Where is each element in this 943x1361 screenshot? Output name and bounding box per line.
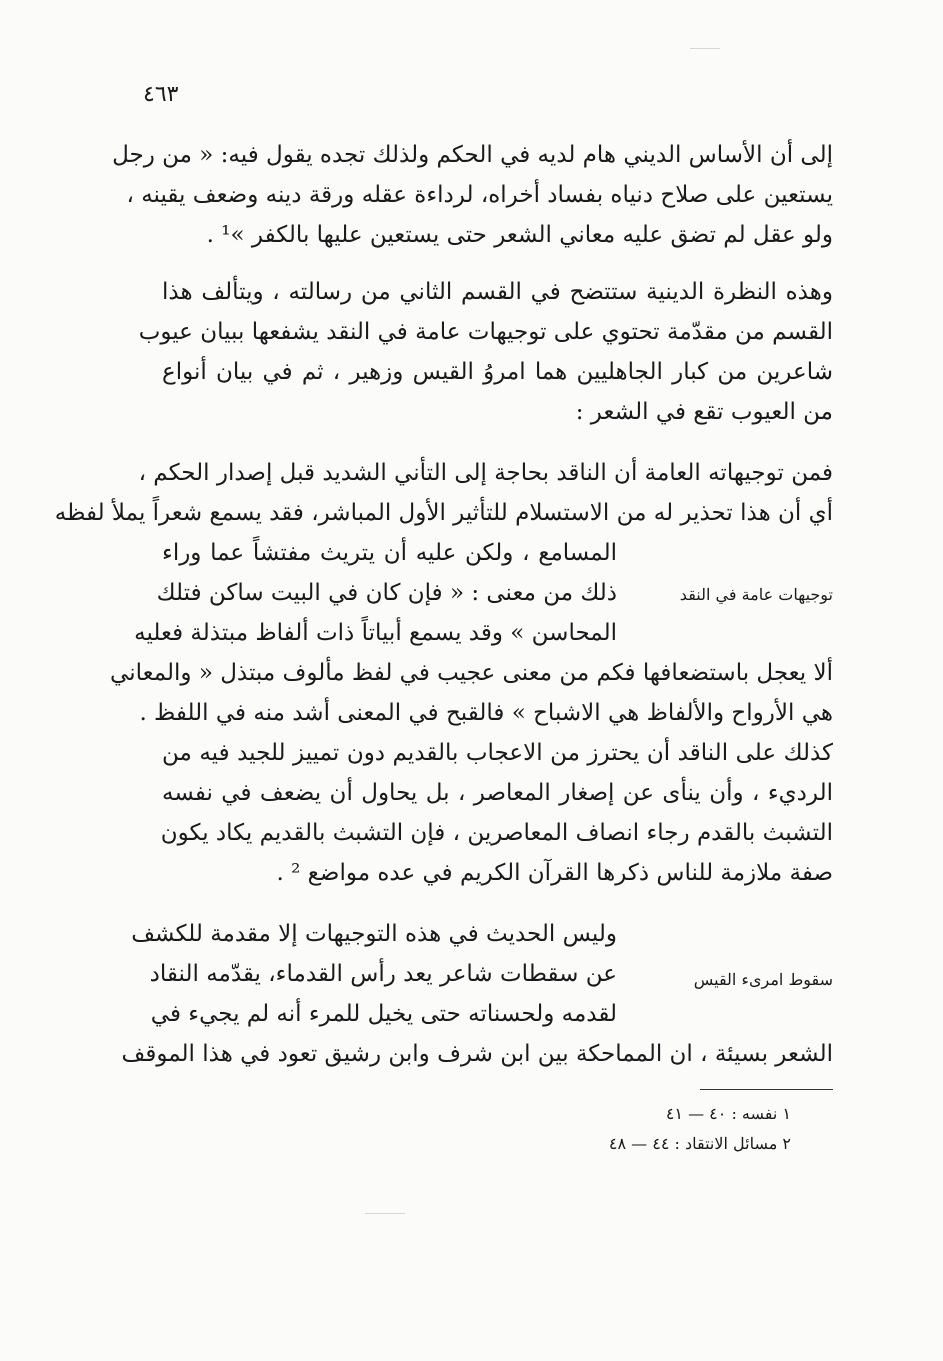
text-line: يستعين على صلاح دنياه بفساد أخراه، لرداءة عقله ورقة دينه وضعف يقينه ، <box>126 182 833 208</box>
text-line: إلى أن الأساس الديني هام لديه في الحكم ولذلك تجده يقول فيه: « من رجل <box>112 142 833 168</box>
text-line: الشعر بسيئة ، ان المماحكة بين ابن شرف وابن رشيق تعود في هذا الموقف <box>121 1041 833 1067</box>
text-line: وليس الحديث في هذه التوجيهات إلا مقدمة للكشف <box>131 921 617 947</box>
text-line: من العيوب تقع في الشعر : <box>575 399 833 425</box>
text-line: التشبث بالقدم رجاء انصاف المعاصرين ، فإن التشبث بالقديم يكاد يكون <box>160 820 833 846</box>
text-line: فمن توجيهاته العامة أن الناقد بحاجة إلى التأني الشديد قبل إصدار الحكم ، <box>138 460 833 486</box>
text-line: هي الأرواح والألفاظ هي الاشباح » فالقبح في المعنى أشد منه في اللفظ . <box>139 700 833 726</box>
text-line: القسم من مقدّمة تحتوي على توجيهات عامة في النقد يشفعها ببيان عيوب <box>138 319 833 345</box>
text-line: ولو عقل لم تضق عليه معاني الشعر حتى يستعين عليها بالكفر »¹ . <box>206 222 833 248</box>
scan-edge-top <box>690 48 720 49</box>
footnote: ٢ مسائل الانتقاد : ٤٤ — ٤٨ <box>608 1134 791 1153</box>
footnote-rule <box>700 1089 833 1090</box>
text-line: شاعرين من كبار الجاهليين هما امروُ القيس وزهير ، ثم في بيان أنواع <box>162 359 833 385</box>
scan-edge-bottom <box>365 1213 405 1214</box>
text-line: ألا يعجل باستضعافها فكم من معنى عجيب في لفظ مألوف مبتذل « والمعاني <box>110 660 833 686</box>
text-line: صفة ملازمة للناس ذكرها القرآن الكريم في عده مواضع ² . <box>276 860 833 886</box>
text-line: كذلك على الناقد أن يحترز من الاعجاب بالقديم دون تمييز للجيد فيه من <box>162 740 833 766</box>
margin-note: توجيهات عامة في النقد <box>679 585 833 604</box>
text-line: المحاسن » وقد يسمع أبياتاً ذات ألفاظ مبتذلة فعليه <box>134 620 617 646</box>
page-number: ٤٦٣ <box>143 82 179 107</box>
footnote: ١ نفسه : ٤٠ — ٤١ <box>665 1104 791 1123</box>
text-line: ذلك من معنى : « فإن كان في البيت ساكن فتلك <box>156 580 617 606</box>
text-line: الرديء ، وأن ينأى عن إصغار المعاصر ، بل يحاول أن يضعف في نفسه <box>162 780 833 806</box>
text-line: عن سقطات شاعر يعد رأس القدماء، يقدّمه النقاد <box>149 961 617 987</box>
text-line: المسامع ، ولكن عليه أن يتريث مفتشاً عما وراء <box>162 540 617 566</box>
text-line: وهذه النظرة الدينية ستتضح في القسم الثاني من رسالته ، ويتألف هذا <box>162 279 833 305</box>
margin-note: سقوط امرىء القيس <box>693 970 833 989</box>
text-line: لقدمه ولحسناته حتى يخيل للمرء أنه لم يجيء في <box>150 1001 617 1027</box>
text-line: أي أن هذا تحذير له من الاستسلام للتأثير الأول المباشر، فقد يسمع شعراً يملأ لفظه <box>54 500 833 526</box>
